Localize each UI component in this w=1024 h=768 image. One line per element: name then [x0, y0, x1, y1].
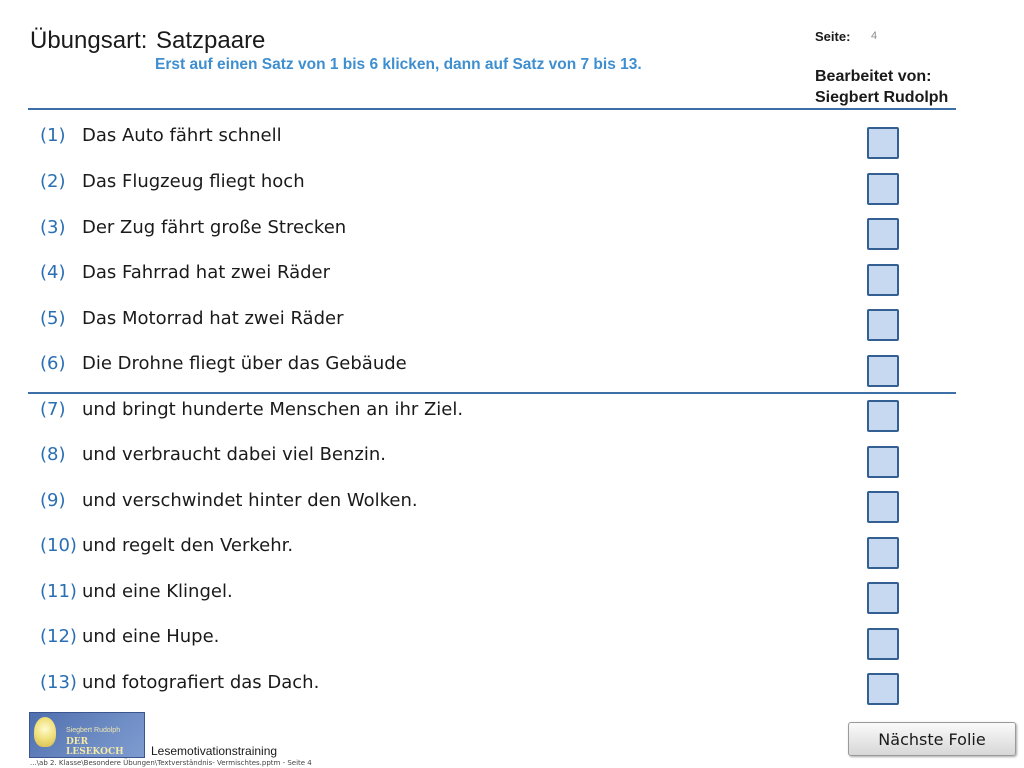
sentence-item[interactable]	[40, 626, 219, 656]
sentence-item[interactable]	[40, 399, 463, 429]
sentence-number: (10)	[40, 535, 77, 556]
sentence-number: (6)	[40, 353, 66, 374]
answer-box-13[interactable]	[867, 673, 899, 705]
sentence-number: (1)	[40, 125, 66, 146]
sentence-text: Die Drohne fliegt über das Gebäude	[82, 353, 407, 374]
sentence-text: und eine Klingel.	[82, 581, 233, 602]
lesekoch-logo	[29, 712, 145, 758]
sentence-text: und fotografiert das Dach.	[82, 672, 320, 693]
sentence-number: (13)	[40, 672, 77, 693]
header-divider	[28, 108, 956, 110]
sentence-item[interactable]	[40, 581, 233, 611]
answer-box-10[interactable]	[867, 537, 899, 569]
sentence-item[interactable]	[40, 171, 305, 201]
answer-box-5[interactable]	[867, 309, 899, 341]
author-name: Siegbert Rudolph	[815, 89, 949, 106]
sentence-text: und regelt den Verkehr.	[82, 535, 294, 556]
author-label: Bearbeitet von:	[815, 68, 932, 85]
next-slide-button[interactable]: Nächste Folie	[848, 722, 1016, 756]
exercise-type-value: Satzpaare	[156, 27, 266, 54]
sentence-item[interactable]	[40, 672, 319, 702]
answer-box-3[interactable]	[867, 218, 899, 250]
answer-box-6[interactable]	[867, 355, 899, 387]
footer-label: Lesemotivationstraining	[151, 744, 278, 758]
sentence-item[interactable]	[40, 262, 330, 292]
logo-brand: DER LESEKOCH	[66, 737, 124, 757]
sentence-text: Der Zug fährt große Strecken	[82, 217, 347, 238]
sentence-item[interactable]	[40, 308, 344, 338]
answer-box-11[interactable]	[867, 582, 899, 614]
sentence-item[interactable]	[40, 444, 386, 474]
sentence-item[interactable]	[40, 490, 418, 520]
sentence-text: Das Motorrad hat zwei Räder	[82, 308, 344, 329]
lightbulb-icon	[34, 717, 56, 747]
sentence-number: (4)	[40, 262, 66, 283]
sentence-item[interactable]	[40, 353, 407, 383]
sentence-text: und bringt hunderte Menschen an ihr Ziel.	[82, 399, 464, 420]
sentence-text: Das Fahrrad hat zwei Räder	[82, 262, 331, 283]
page-label: Seite:	[815, 29, 851, 44]
sentence-text: Das Flugzeug fliegt hoch	[82, 171, 305, 192]
sentence-number: (7)	[40, 399, 66, 420]
answer-box-7[interactable]	[867, 400, 899, 432]
answer-box-8[interactable]	[867, 446, 899, 478]
answer-box-9[interactable]	[867, 491, 899, 523]
exercise-type-label: Übungsart:	[30, 27, 148, 54]
sentence-number: (5)	[40, 308, 66, 329]
answer-box-4[interactable]	[867, 264, 899, 296]
answer-box-1[interactable]	[867, 127, 899, 159]
sentence-text: und eine Hupe.	[82, 626, 220, 647]
logo-author: Siegbert Rudolph	[66, 727, 121, 734]
instruction-text: Erst auf einen Satz von 1 bis 6 klicken, dann auf Satz von 7 bis 13.	[155, 56, 642, 73]
sentence-text: Das Auto fährt schnell	[82, 125, 282, 146]
answer-box-12[interactable]	[867, 628, 899, 660]
sentence-text: und verschwindet hinter den Wolken.	[82, 490, 418, 511]
answer-box-2[interactable]	[867, 173, 899, 205]
sentence-item[interactable]	[40, 535, 293, 565]
sentence-number: (8)	[40, 444, 66, 465]
footer-file-path: ...\ab 2. Klasse\Besondere Übungen\Textverständnis- Vermischtes.pptm - Seite 4	[30, 759, 312, 767]
sentence-text: und verbraucht dabei viel Benzin.	[82, 444, 386, 465]
sentence-number: (3)	[40, 217, 66, 238]
page-number: 4	[871, 30, 878, 42]
author-block	[815, 66, 948, 108]
sentence-number: (2)	[40, 171, 66, 192]
sentence-number: (11)	[40, 581, 77, 602]
sentence-number: (9)	[40, 490, 66, 511]
sentence-item[interactable]	[40, 125, 282, 155]
group-divider	[28, 392, 956, 394]
sentence-number: (12)	[40, 626, 77, 647]
sentence-item[interactable]	[40, 217, 346, 247]
